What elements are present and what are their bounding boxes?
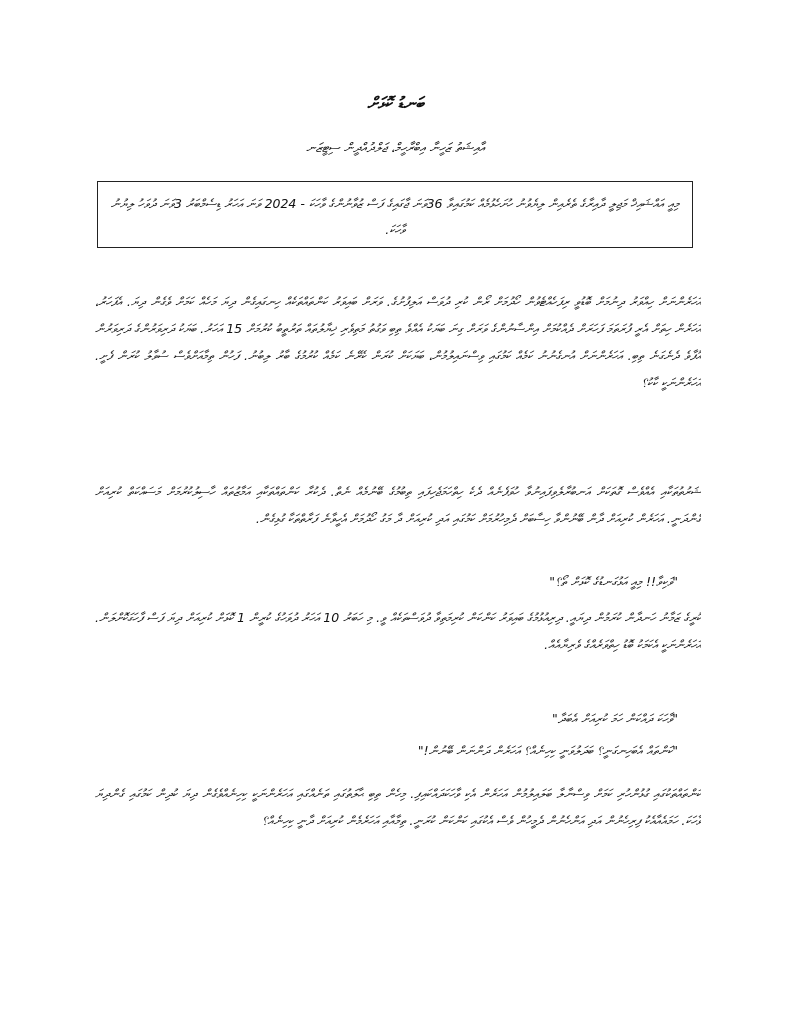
author-byline: އާއިޝަތު ޒަހީނާ އިބްރާހީމް، ޖަލްދުއްދީން ސިޓީޒަނ [306, 141, 485, 156]
paragraph-3: ކުރީގެ ޒަމާނު ހަނދާން ކުރަމުން ދިޔައީ. ދިރިއުޅުމުގެ ބައިވަރު ކަންކަން ކުރިމަތިވާ ދުވަސްތަކެއް ވީ. މި ހަބަރު 10 އަހަރު ދުވަހުގެ ކުރީން 1 ކޮޅަށް ކުރިއަށް ދިޔަ ފަސް ފާހަގަކޮށްލަން. އަހަރެންނަކީ އެކަމަކު ބޮޑު ހިތްވަރެއްގެ ވެރިޔާއެއް. [95, 610, 701, 652]
paragraph-1: އަހަރެންނަށް ހިއްވަރު ދިނުމަށް ބޮޑުވީ ރިފަހެއްޓެވުން ހޯދުމަށް ރޯން ކުރި ދުވަސް އަލިފުށުގެ. ވަރަށް ބައިވަރު ކަންތައްތަކެއް ހިނގައިގެން ދިޔަ މަހެއް ކަމަށް ވެގެން ދިޔަ. އެފަހަރު، އަހަރެން ހިތަށް އެރީ ފުރަތަމަ ފަހަރަށް ދެއްކުމަށް އިންސާނުންގެ ވަރަށް ގިނަ ބަޔަކު އެއްވެ ތިބި ވަގުތު މަތިވެރި ޚިޔާލުތައް ތަރުތީބު ކުރުމަށް 15 އަހަރު. ބަޔަކު ދަރިވަރުންގެ ދަރިވަރުން އުފާވެ ދެނެގަނެ ތިބި. އަހަރެންނަށް އުނގެނުނު ކަމެއް ކަމުގައި ވިސްނައިލުމުން، ބަޔަކަށް ކުރަން ކެރޭނެ ކަމެއް ކުރުމުގެ ބާރު ލިބުނު. ފަހުން ތިމާއަށްވެސް ސުވާލު ކުރަން ފެށީ. އަހަރެންނަކީ ކާކު؟ [95, 294, 701, 390]
notice-text: މިއީ އައްޝައިޚް މަޖިލީ ދާއިރާގެ ތެރެއިން ލިޔެވުނު ހުށަހެޅުމެއް ކަމުގައިވާ 36ވަނަ ޖާގައިގެ ފަސް ޒުވާނުންގެ ވާހަކަ - 2024 ވަނަ އަހަރު ޑިސެމްބަރު 3ވަނަ ދުވަހު ލިޔުނު ވާހަކަ. [110, 196, 680, 237]
paragraph-2: ޝަރުތުތަކާއި އެއްވެސް ގޮތަކަށް އަނބުރާލެވިފައިނުވާ ހުވަފެނެއް ދެކެ ހިތްހަމަޖެހިފައި ތިބުމުގެ ބޭނުމެއް ނެތް. ދެކުރާ ކަންތައްތަކާއި އަމާޒުތައް ހާސިލުކުރުމަށް މަސައްކަތް ކުރިއަށް ގެންދަނީ. އަހަރެން ކުރިއަށް ދާން ބޭނުންވާ ހިސާބަށް ދެމިހުރުމަށް ކަމުގައި އަދި ކުރިއަށް ދާ މަގު ހޯދުމަށް އެހީވާނެ ފަރާތްތަކާ ގުޅިގެން. [95, 484, 701, 526]
quote-1: "ވަކިވާ!! މިއީ އަޅުގަނޑުގެ ކޮޅަށް ތޯ؟" [549, 574, 678, 589]
quote-3: "ކަންތައް އެބަހިނގަނީ؟ ބަދަލުވަނީ ކިހިނެއް؟ އަހަރެން ދަންނަން ބޭނުން!" [417, 743, 678, 758]
document-title: ބަނޑު ކޮޅަށް [367, 94, 424, 114]
notice-box [97, 181, 693, 248]
paragraph-4: ކަންތައްތަކުގައި ގުޅުންހުރި ކަމަށް ވިސްނާލާ ބަލައިލުމުން އަހަރެން އެކި ވާހަކަދައްކައިފި. މިހެން ތިބި ޙާލަތުގައި ތަނެއްގައި އަހަރެންނަކީ ކިހިނެއްވެގެން ދިޔަ ކުދިން ކަމުގައި ގެންދިޔަ ވާހަކަ. ހަމައެއާއެކު ފިރިހެނުން އަދި އަންހެނުން ދެމީހުން ވެސް އެކުގައި ކަންކަން ކުރަނީ. ތިމާއާއި އަހަރެމެން ކުރިއަށް ދާނީ ކިހިނެއް؟ [95, 786, 701, 828]
quote-2: "ވާހަކަ ދައްކަން ހަމަ ކުރިއަށް އެބަދާ" [551, 711, 678, 726]
